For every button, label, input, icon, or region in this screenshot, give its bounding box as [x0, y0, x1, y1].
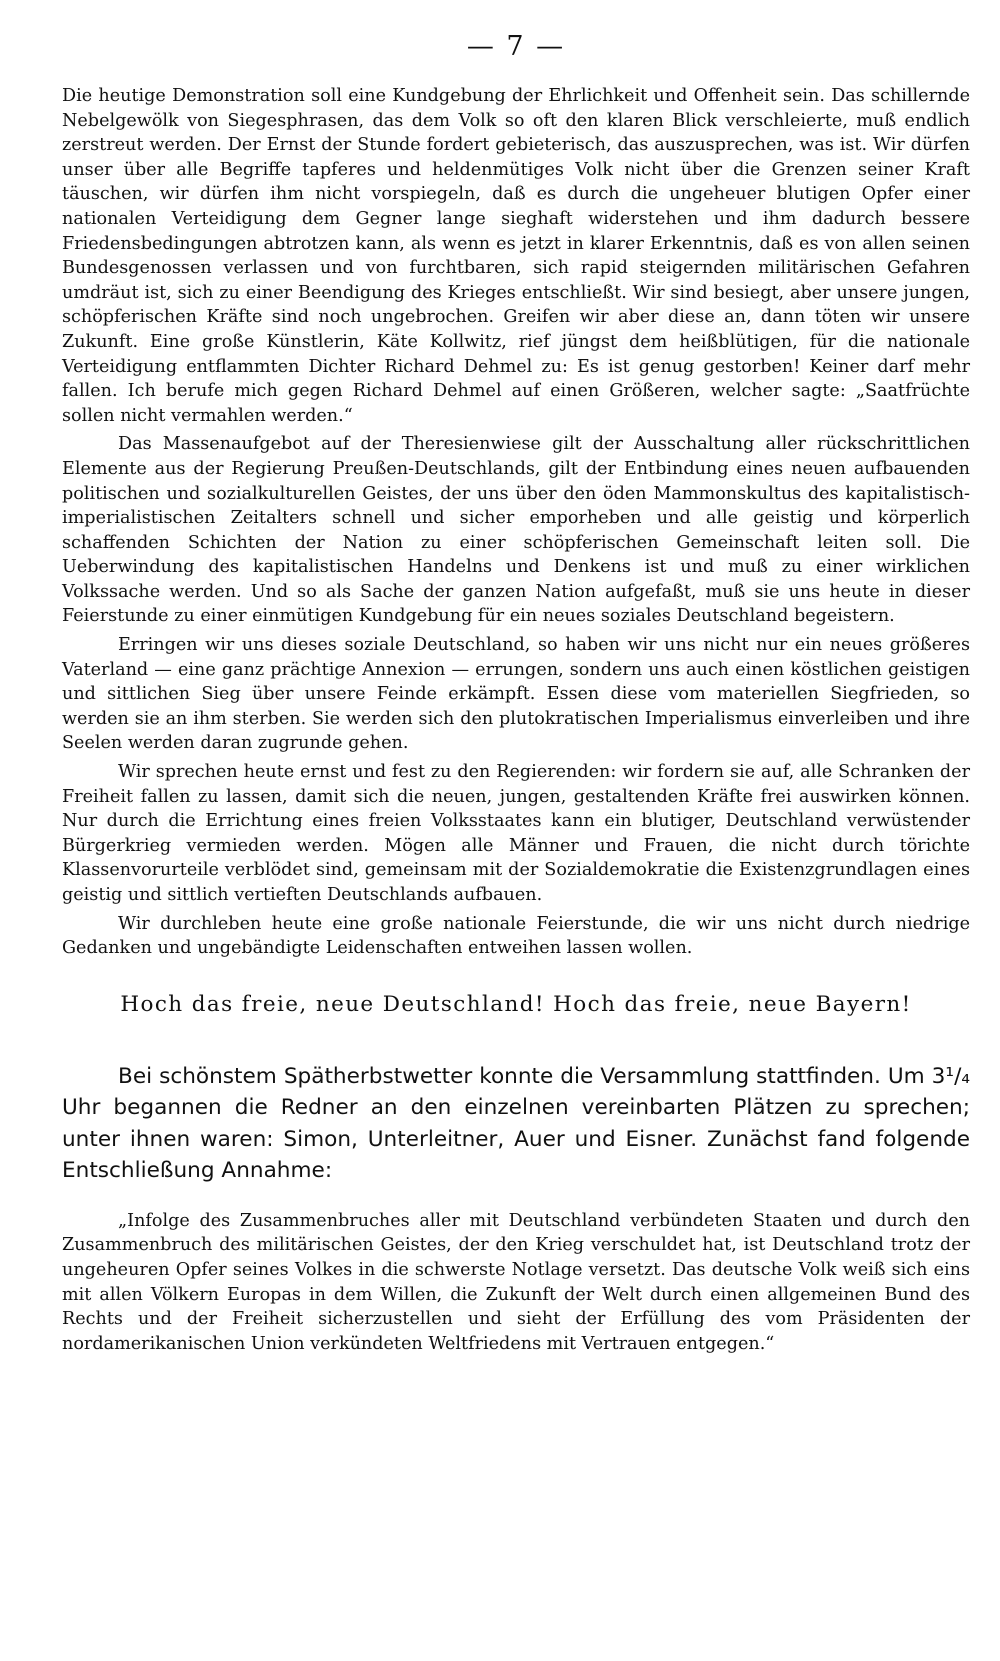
closing-cheer: Hoch das freie, neue Deutschland! Hoch das freie, neue Bayern! — [120, 991, 912, 1017]
resolution-text: „Infolge des Zusammenbruches aller mit Deutschland verbündeten Staaten und durch den Zusammenbruch des militärischen Geistes, der den Krieg verschuldet hat, ist Deutschland trotz der ungeheuren Opfer seines Volkes in die schwerste Notlage versetzt. Das deutsche Volk weiß sich eins mit allen Völkern Europas in dem Willen, die Zukunft der Welt durch einen allgemeinen Bund des Rechts und der Freiheit sicherzustellen und sieht der Erfüllung des vom Präsidenten der nordamerikanischen Union verkündeten Weltfriedens mit Vertrauen entgegen.“ — [62, 1210, 970, 1354]
page-number: — 7 — — [466, 31, 566, 62]
speech-paragraph-1: Die heutige Demonstration soll eine Kundgebung der Ehrlichkeit und Offenheit sein. Das schillernde Nebelgewölk von Siegesphrasen, das dem Volk so oft den klaren Blick verschleierte, muß endlich zerstreut werden. Der Ernst der Stunde fordert gebieterisch, das auszusprechen, was ist. Wir dürfen unser über alle Begriffe tapferes und heldenmütiges Volk nicht über die Grenzen seiner Kraft täuschen, wir dürfen ihm nicht vorspiegeln, daß es durch die ungeheuer blutigen Opfer einer nationalen Verteidigung dem Gegner lange sieghaft widerstehen und ihm dadurch bessere Friedensbedingungen abtrotzen kann, als wenn es jetzt in klarer Erkenntnis, daß es von allen seinen Bundesgenossen verlassen und von furchtbaren, sich rapid steigernden militärischen Gefahren umdräut ist, sich zu einer Beendigung des Krieges entschließt. Wir sind besiegt, aber unsere jungen, schöpferischen Kräfte sind noch ungebrochen. Greifen wir aber diese an, dann töten wir unsere Zukunft. Eine große Künstlerin, Käte Kollwitz, rief jüngst dem heißblütigen, für die nationale Verteidigung entflammten Dichter Richard Dehmel zu: Es ist genug gestorben! Keiner darf mehr fallen. Ich berufe mich gegen Richard Dehmel auf einen Größeren, welcher sagte: „Saatfrüchte sollen nicht vermahlen werden.“ — [62, 86, 970, 426]
speech-paragraph-5: Wir durchleben heute eine große nationale Feierstunde, die wir uns nicht durch niedrige Gedanken und ungebändigte Leidenschaften entweihen lassen wollen. — [62, 913, 970, 959]
speech-paragraph-4: Wir sprechen heute ernst und fest zu den Regierenden: wir fordern sie auf, alle Schranken der Freiheit fallen zu lassen, damit sich die neuen, jungen, gestaltenden Kräfte frei auswirken können. Nur durch die Errichtung eines freien Volksstaates kann ein blutiger, Deutschland verwüstender Bürgerkrieg vermieden werden. Mögen alle Männer und Frauen, die nicht durch törichte Klassenvorurteile verblödet sind, gemeinsam mit der Sozialdemokratie die Existenzgrundlagen eines geistig und sittlich vertieften Deutschlands aufbauen. — [62, 762, 970, 905]
speech-paragraph-2: Das Massenaufgebot auf der Theresienwiese gilt der Ausschaltung aller rückschrittlichen Elemente aus der Regierung Preußen-Deutschlands, gilt der Entbindung eines neuen aufbauenden politischen und sozialkulturellen Geistes, der uns über den öden Mammonskultus des kapitalistisch-imperialistischen Zeitalters schnell und sicher emporheben und alle geistig und körperlich schaffenden Schichten der Nation zu einer schöpferischen Gemeinschaft leiten soll. Die Ueberwindung des kapitalistischen Handelns und Denkens ist und muß zu einer wirklichen Volkssache werden. Und so als Sache der ganzen Nation aufgefaßt, muß sie uns heute in dieser Feierstunde zu einer einmütigen Kundgebung für ein neues soziales Deutschland begeistern. — [62, 434, 970, 627]
speech-section — [62, 84, 970, 1019]
meeting-report: Bei schönstem Spätherbstwetter konnte die Versammlung stattfinden. Um 3¹/₄ Uhr begannen die Redner an den einzelnen vereinbarten Plätzen zu sprechen; unter ihnen waren: Simon, Unterleitner, Auer und Eisner. Zunächst fand folgende Entschließung Annahme: — [62, 1063, 970, 1184]
speech-paragraph-3: Erringen wir uns dieses soziale Deutschland, so haben wir uns nicht nur ein neues größeres Vaterland — eine ganz prächtige Annexion — errungen, sondern uns auch einen köstlichen geistigen und sittlichen Sieg über unsere Feinde erkämpft. Essen diese vom materiellen Siegfrieden, so werden sie an ihm sterben. Sie werden sich den plutokratischen Imperialismus einverleiben und ihre Seelen werden daran zugrunde gehen. — [62, 635, 970, 754]
document-page — [62, 30, 970, 1356]
